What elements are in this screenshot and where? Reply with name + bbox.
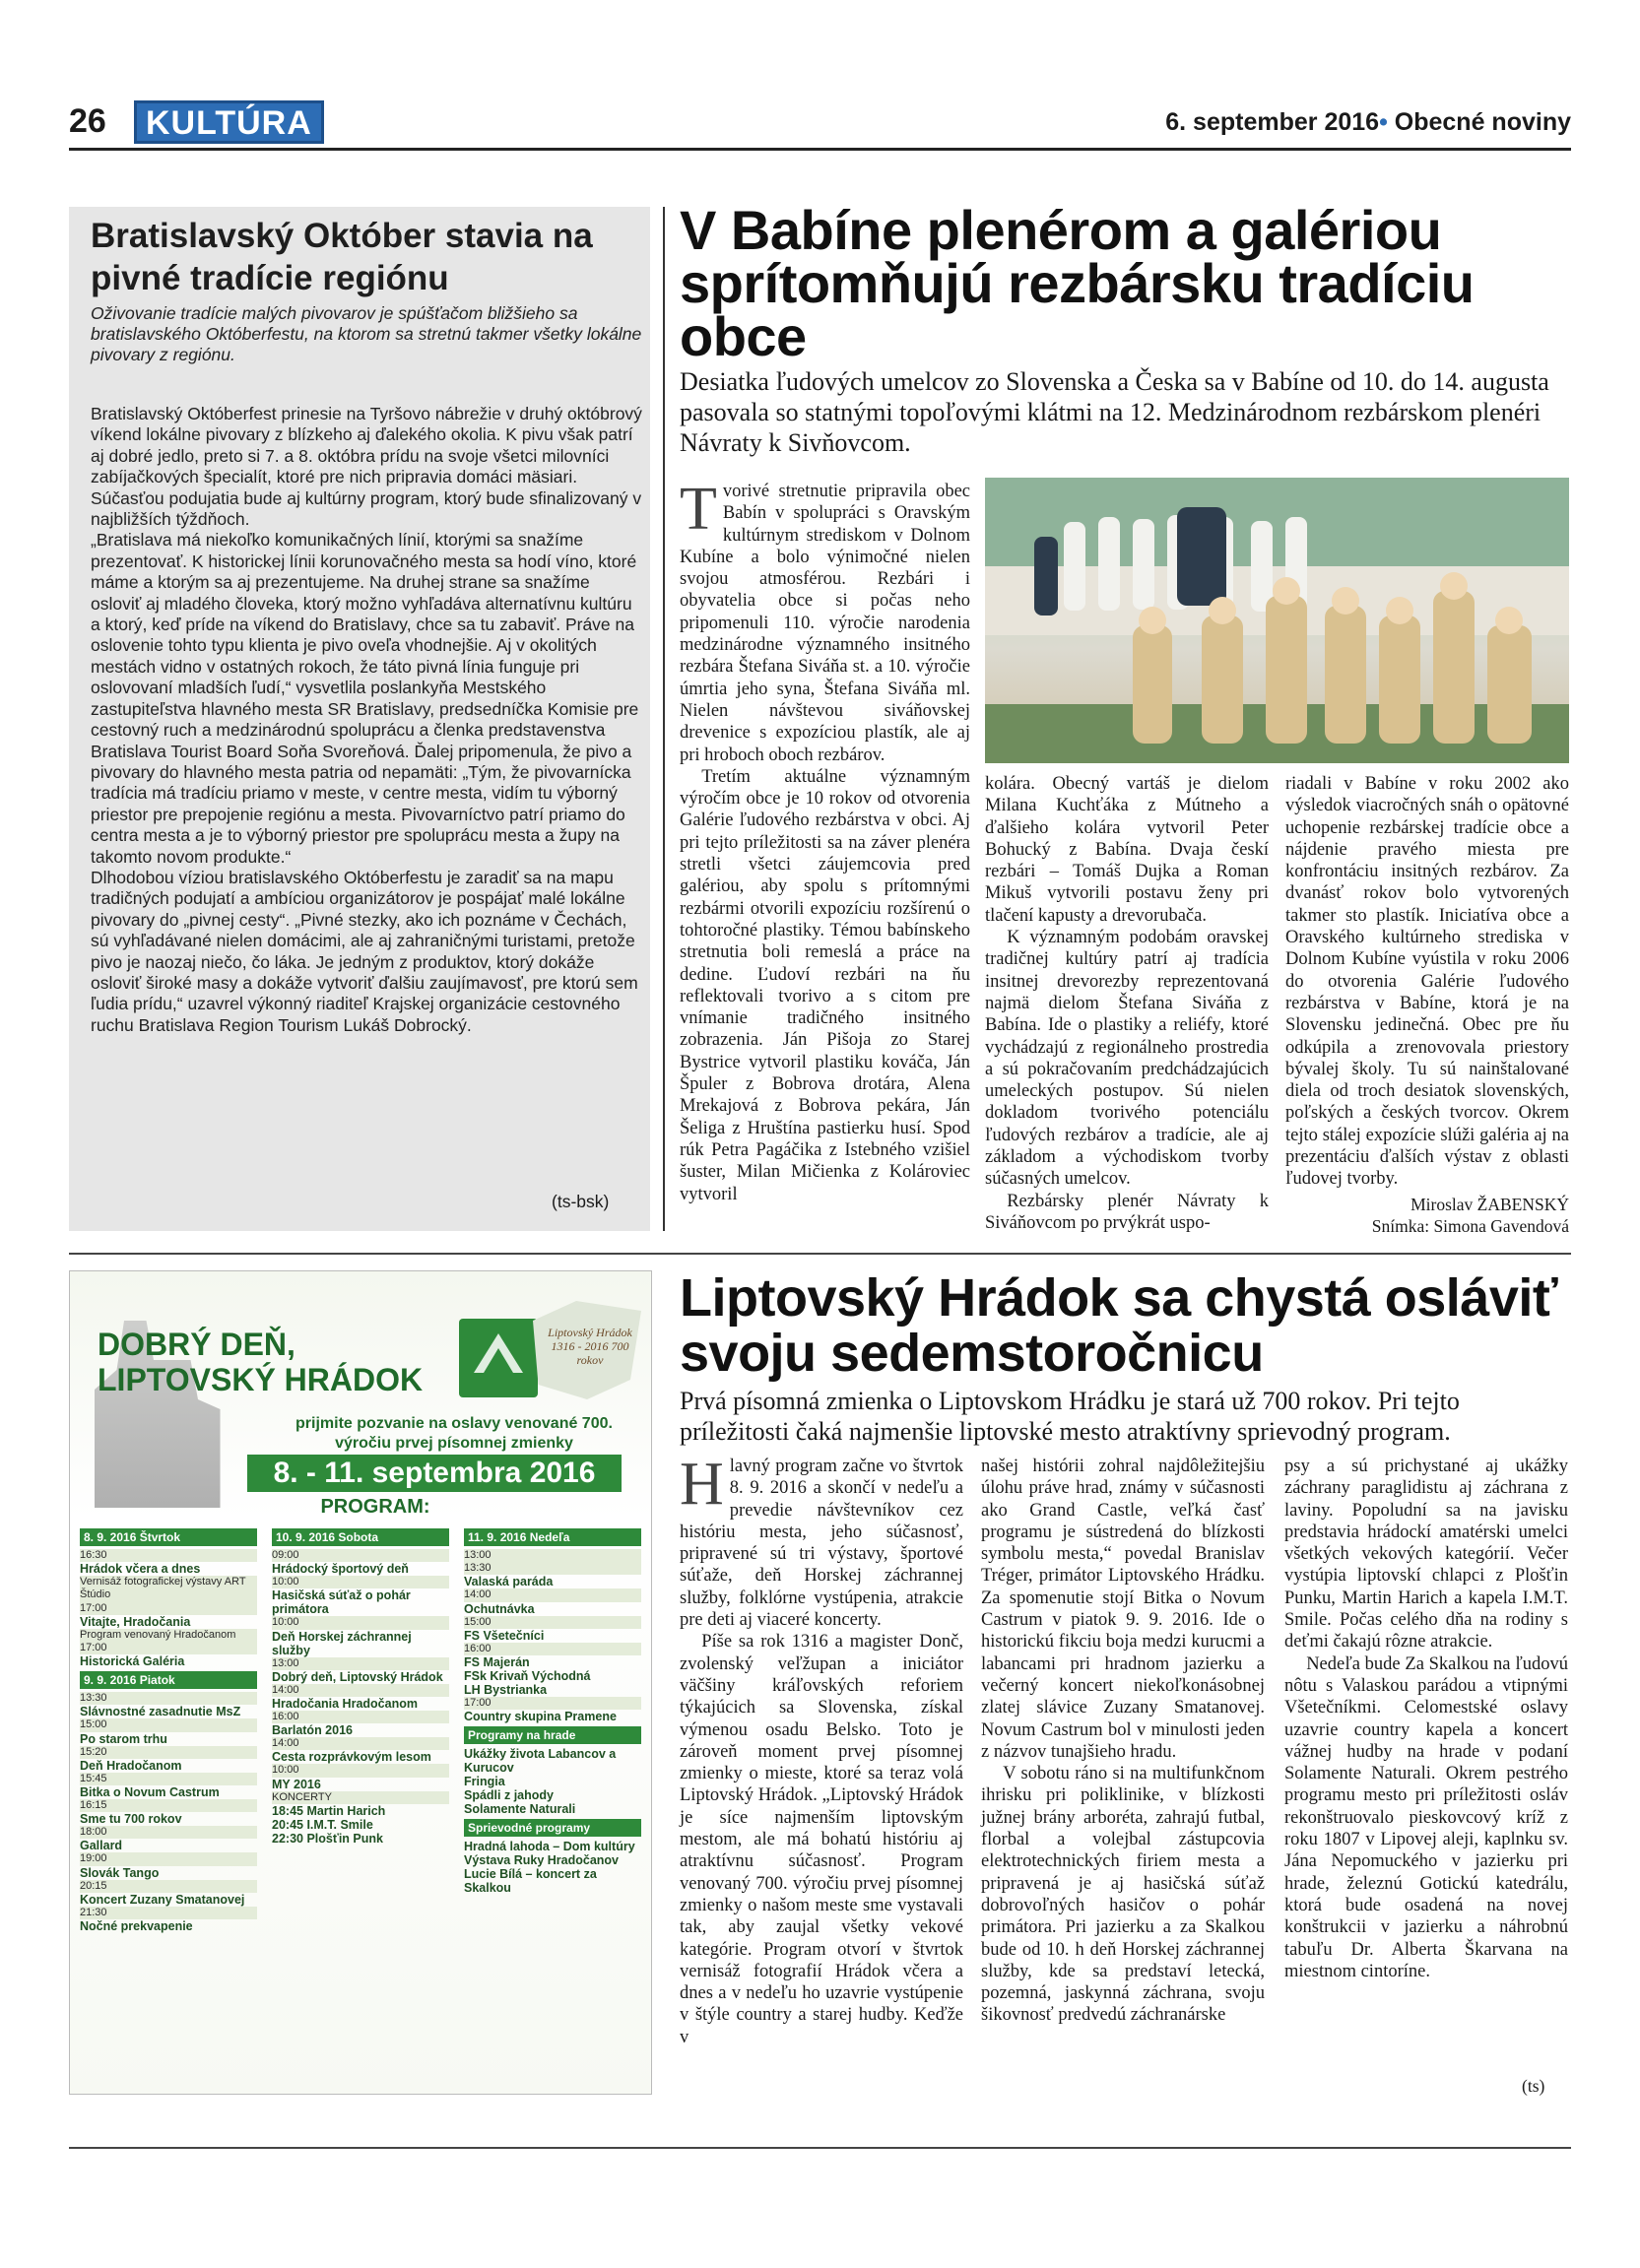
hradok-column-3	[1284, 1456, 1568, 1982]
paragraph: Bratislavský Októberfest prinesie na Tyršovo nábrežie v druhý októbrový víkend lokálne pivovary z blízkeho aj ďalekého okolia. K pivu však patrí aj dobré jedlo, preto si 7. a 8. októbra prídu na svoje všetci milovníci zabíjačkových špecialít, ktoré pre nich pripravia domáci mäsiari. Súčasťou podujatia bude aj kultúrny program, ktorý bude sfinalizovaný v najbližších týždňoch.	[91, 404, 642, 530]
program-item: Slávnostné zasadnutie MsZ	[80, 1705, 241, 1719]
program-item: Valaská paráda	[464, 1575, 554, 1589]
program-item: FS Majerán	[464, 1655, 530, 1670]
event-poster	[69, 1270, 652, 2095]
program-item: 13:30	[464, 1562, 641, 1575]
paragraph-text: vorivé stretnutie pripravila obec Babín v spolupráci s Oravským kultúrnym strediskom v Dolnom Kubíne a bolo výnimočné nielen svojou atmosférou. Rezbári i obyvatelia obce si počas neho pripomenuli 110. výročie narodenia medzinárodne významného insitného rezbára Štefana Siváňa st. a 10. výročie úmrtia jeho syna, Štefana Siváňa ml. Nielen návštevou siváňovskej drevenice s expozíciou plastík, ale aj pri hroboch oboch rezbárov.	[680, 482, 970, 765]
program-day-header: Programy na hrade	[464, 1726, 641, 1744]
program-item: 15:45	[80, 1773, 257, 1785]
babin-column-3	[1285, 773, 1569, 1191]
section-label: KULTÚRA	[136, 102, 322, 142]
program-item: Nočné prekvapenie	[80, 1919, 193, 1934]
program-item: Fringia	[464, 1775, 505, 1789]
map-caption: Liptovský Hrádok 1316 - 2016 700 rokov	[548, 1326, 632, 1367]
program-item: Ochutnávka	[464, 1601, 535, 1616]
program-item: 20:45 I.M.T. Smile	[272, 1817, 373, 1832]
crest-icon	[459, 1319, 538, 1397]
program-item: Koncert Zuzany Smatanovej	[80, 1892, 245, 1907]
hradok-signature: (ts)	[1522, 2076, 1545, 2096]
poster-program-label: PROGRAM:	[320, 1496, 430, 1518]
issue-date: 6. september 2016	[1165, 108, 1380, 136]
program-item: 20:15	[80, 1880, 257, 1893]
hradok-article-title: Liptovský Hrádok sa chystá osláviť svoju sedemstoročnicu	[680, 1268, 1558, 1383]
program-item: 15:20	[80, 1746, 257, 1759]
program-item: Vernisáž fotografickej výstavy ART Štúdio	[80, 1576, 257, 1601]
poster-program-column-3	[464, 1525, 641, 1895]
footer-rule	[69, 2147, 1571, 2149]
program-item: Program venovaný Hradočanom	[80, 1629, 257, 1642]
paragraph	[680, 476, 970, 766]
babin-column-2	[985, 773, 1269, 1234]
program-item: 16:00	[464, 1643, 641, 1655]
poster-title-line: LIPTOVSKÝ HRÁDOK	[98, 1362, 424, 1397]
paragraph: našej histórii zohral najdôležitejšiu úlohu práve hrad, známy v súčasnosti ako Grand Castle, veľká časť programu je sústredená do blízkosti symbolu mesta,“ povedal Branislav Tréger, primátor Liptovského Hrádku. Za spomenutie stojí Bitka o Novum Castrum v piatok 9. 9. 2016. Ide o historickú fikciu boja medzi kurucmi a labancami pri hradnom jazierku a večerný koncert niekoľkonásobnej zlatej slávice Zuzany Smatanovej. Novum Castrum bol v minulosti jeden z názvov tunajšieho hradu.	[981, 1457, 1265, 1762]
program-item: 22:30 Plošťin Punk	[272, 1831, 383, 1846]
program-item: 13:30	[80, 1692, 257, 1705]
page-number: 26	[69, 102, 106, 140]
town-crest-icon	[459, 1319, 538, 1397]
program-item: 10:00	[272, 1576, 449, 1588]
dropcap: H	[680, 1451, 724, 1518]
column-divider	[663, 207, 665, 1231]
program-item: FS Všetečníci	[464, 1628, 545, 1643]
dateline	[1165, 108, 1571, 137]
poster-program-column-1	[80, 1525, 257, 1933]
program-item: 13:00	[272, 1657, 449, 1670]
program-day-header: 8. 9. 2016 Štvrtok	[80, 1528, 257, 1546]
paragraph: Dlhodobou víziou bratislavského Októberfestu je zaradiť sa na mapu tradičných podujatí a ambíciou organizátorov je pospájať malé lokálne pivovary do „pivnej cesty“. „Pivné stezky, ako ich poznáme v Čechách, sú vyhľadávané nielen domácimi, ale aj zahraničnými turistami, pretože pivo je naozaj niečo, čo láka. Je jedným z produktov, ktorý dokáže osloviť široké masy a dokáže vytvoriť ďalšiu zaujímavosť, pre ktorú sem ľudia prídu,“ uzavrel výkonný riaditeľ Krajskej organizácie cestovného ruchu Bratislava Region Tourism Lukáš Dobrocký.	[91, 867, 638, 1035]
photo-illustration	[985, 478, 1569, 763]
woodcarvers-photo	[985, 478, 1569, 763]
author: Miroslav ŽABENSKÝ	[1410, 1195, 1569, 1214]
program-item: Barlatón 2016	[272, 1723, 353, 1738]
section-divider	[69, 1253, 1571, 1255]
box-article-title: Bratislavský Október stavia na pivné tradície regiónu	[91, 217, 593, 297]
program-item: 10:00	[272, 1764, 449, 1777]
paragraph: psy a sú prichystané aj ukážky záchrany paraglidistu aj záchrana z laviny. Popoludní sa na javisku predstavia hrádockí amatérski umelci všetkých vekových kategórií. Večer vystúpia liptovskí chlapci z Plošťin Punku, Martin Harich a kapela I.M.T. Smile. Počas celého dňa na rodiny s deťmi čakajú rôzne atrakcie.	[1284, 1457, 1568, 1652]
program-item: 16:30	[80, 1549, 257, 1562]
paragraph: Tretím aktuálne významným výročím obce je 10 rokov od otvorenia Galérie ľudového rezbárstva v obci. Aj pri tejto príležitosti sa na záver plenéra stretli všetci záujemcovia pred galériou, aby spolu s prítomnými rezbármi otvorili expozíciu rozšírenú o tohtoročné plastiky. Témou babínskeho stretnutia boli remeslá a práce na dedine. Ľudoví rezbári na ňu reflektovali tvorivo a s citom pre vnímanie tradičného insitného zobrazenia. Ján Pišoja zo Starej Bystrice vytvoril plastiku kováča, Ján Špuler z Bobrova drotára, Alena Mrekajová z Bobrova pekára, Ján Šeliga z Hruštína pastierku husí. Spod rúk Petra Pagáčika z Istebného vzišiel šuster, Milan Mičienka z Kolároviec vytvoril	[680, 766, 970, 1204]
program-item: Ukážky života Labancov a Kurucov	[464, 1747, 617, 1776]
program-item: 15:00	[80, 1718, 257, 1731]
poster-title-line: DOBRÝ DEŇ,	[98, 1327, 295, 1362]
paragraph: Rezbársky plenér Návraty k Siváňovcom po prvýkrát uspo-	[985, 1191, 1269, 1233]
program-item: Spádli z jahody	[464, 1788, 554, 1803]
box-article-signature: (ts-bsk)	[552, 1192, 610, 1211]
paragraph: riadali v Babíne v roku 2002 ako výsledok viacročných snáh o opätovné uchopenie rezbárskej tradície obce a nájdenie pravého miesta pre konfrontáciu insitných rezbárov. Za dvanásť rokov bolo vytvorených takmer sto plastík. Iniciatíva obce a Oravského kultúrneho strediska v Dolnom Kubíne vyústila v roku 2006 do otvorenia Galérie ľudového rezbárstva v Babíne, ktorá je na Slovensku jedinečná. Obec pre ňu odkúpila a zrenovovala priestory bývalej školy. Tu sú nainštalované diela od troch desiatok slovenských, poľských a českých tvorcov. Okrem tejto stálej expozície slúži galéria aj na prezentáciu ďalších výstav z oblasti ľudovej tvorby.	[1285, 774, 1569, 1190]
program-item: 18:00	[80, 1826, 257, 1839]
paragraph: Píše sa rok 1316 a magister Donč, zvolenský veľžupan a iniciátor väčšiny kráľovských reforiem týkajúcich sa Slovenska, získal výmenou osadu Belsko. Toto je zároveň moment prvej písomnej zmienky o mieste, ktoré sa teraz volá Liptovský Hrádok. „Liptovský Hrádok je síce najmenším liptovským mestom, ale má bohatú históriu aj atraktívnu súčasnosť. Program venovaný 700. výročiu prvej písomnej zmienky o našom meste sme vystavali tak, aby zaujal všetky vekové kategórie. Program otvorí v štvrtok vernisáž fotografií Hrádok včera a dnes a v nedeľu ho uzavrie vystúpenie v štýle country a starej hudby. Keďže v	[680, 1632, 963, 2047]
program-item: Country skupina Pramene	[464, 1710, 617, 1724]
program-item: 17:00	[80, 1642, 257, 1654]
program-item: Cesta rozprávkovým lesom	[272, 1750, 431, 1765]
program-item: 14:00	[272, 1737, 449, 1750]
program-item: Deň Horskej záchrannej služby	[272, 1629, 412, 1657]
program-item: 21:30	[80, 1907, 257, 1919]
paragraph: K významným podobám oravskej tradičnej kultúry patrí aj tradícia insitnej drevorezby reprezentovaná najmä dielom Štefana Siváňa z Babína. Ide o plastiky a reliéfy, ktoré vychádzajú z regionálneho prostredia a sú pokračovaním predchádzajúcich umeleckých postupov. Sú nielen dokladom tvorivého potenciálu ľudových rezbárov a tradície, ale aj základom a východiskom tvorby súčasných umelcov.	[985, 928, 1269, 1190]
dropcap: T	[680, 476, 717, 543]
program-day-header: 9. 9. 2016 Piatok	[80, 1671, 257, 1689]
paragraph: Nedeľa bude Za Skalkou na ľudovú nôtu s Valaskou parádou a vtipnými Všetečníkmi. Celomestské oslavy uzavrie country kapela a koncert vážnej hudby na hrade v podaní Solamente Naturali. Okrem pestrého programu mesto pri príležitosti osláv rekonštruovalo pieskovcový kríž z roku 1807 v Lipovej aleji, kaplnku sv. Jána Nepomuckého v jazierku pri hrade, železnú Gotickú katedrálu, ktorá bude osadená na novej konštrukcii v jazierku a náhrobnú tabuľu Dr. Alberta Škarvana na miestnom cintoríne.	[1284, 1653, 1568, 1981]
babin-article-lead: Desiatka ľudových umelcov zo Slovenska a Česka sa v Babíne od 10. do 14. augusta pasovala so statnými topoľovými klátmi na 12. Medzinárodnom rezbárskom plenéri Návraty k Sivňovcom.	[680, 367, 1549, 457]
program-item: Sme tu 700 rokov	[80, 1812, 182, 1827]
program-item: 14:00	[464, 1588, 641, 1601]
hradok-column-1	[680, 1451, 963, 2048]
box-article-lead: Oživovanie tradície malých pivovarov je spúšťačom bližšieho sa bratislavského Októberfestu, na ktorom sa stretnú takmer všetky lokálne pivovary z regiónu.	[91, 303, 642, 364]
program-item: Hrádok včera a dnes	[80, 1562, 201, 1577]
program-item: 14:00	[272, 1684, 449, 1697]
program-item: FSk Krivaň Východná	[464, 1669, 591, 1684]
program-item: 18:45 Martin Harich	[272, 1803, 386, 1818]
paragraph	[680, 1451, 963, 1631]
program-item: Dobrý deň, Liptovský Hrádok	[272, 1669, 443, 1684]
program-item: Hradočania Hradočanom	[272, 1697, 418, 1712]
poster-title	[98, 1327, 492, 1397]
program-item: LH Bystrianka	[464, 1683, 548, 1698]
program-item: 19:00	[80, 1852, 257, 1865]
header-rule	[69, 148, 1571, 151]
poster-invitation: prijmite pozvanie na oslavy venované 700. výročiu prvej písomnej zmienky	[295, 1415, 613, 1452]
program-item: Vitajte, Hradočania	[80, 1614, 191, 1629]
program-item: 13:00	[464, 1549, 641, 1562]
paragraph: V sobotu ráno si na multifunkčnom ihrisku pri poliklinike, v blízkosti južnej brány arboréta, zahrajú futbal, florbal a volejbal zástupcovia elektrotechnických firiem mesta a pripravená je aj hasičská súťaž dobrovoľných hasičov o pohár primátora. Pri jazierku a za Skalkou bude od 10. h deň Horskej záchrannej služby, kde sa predstaví letecká, pozemná, jaskynná záchrana, svoju šikovnosť predvedú záchranárske	[981, 1764, 1265, 2026]
photo-credit: Snímka: Simona Gavendová	[1371, 1216, 1569, 1236]
hradok-article-lead: Prvá písomná zmienka o Liptovskom Hrádku je stará už 700 rokov. Pri tejto príležitosti čaká najmenšie liptovské mesto atraktívny sprievodný program.	[680, 1387, 1460, 1446]
poster-program-column-2	[272, 1525, 449, 1846]
bullet-separator: •	[1379, 108, 1388, 136]
newspaper-name: Obecné noviny	[1394, 108, 1571, 136]
babin-column-1	[680, 476, 970, 1205]
paragraph: kolára. Obecný vartáš je dielom Milana Kuchťáka z Mútneho a ďalšieho kolára vytvoril Peter Bohucký z Babína. Dvaja českí rezbári – Tomáš Dujka a Roman Mikuš vytvorili postavu ženy pri tlačení kapusty a drevorubača.	[985, 774, 1269, 926]
program-item: Výstava Ruky Hradočanov	[464, 1853, 620, 1868]
babin-signature	[1372, 1194, 1569, 1237]
program-item: Solamente Naturali	[464, 1802, 576, 1817]
program-item: 10:00	[272, 1616, 449, 1629]
program-item: 17:00	[464, 1697, 641, 1710]
program-item: MY 2016	[272, 1777, 321, 1791]
program-item: Bitka o Novum Castrum	[80, 1785, 220, 1800]
program-item: Gallard	[80, 1839, 123, 1853]
program-item: Po starom trhu	[80, 1731, 167, 1746]
program-item: Slovák Tango	[80, 1865, 160, 1880]
program-item: Historická Galéria	[80, 1654, 185, 1669]
paragraph-text: lavný program začne vo štvrtok 8. 9. 2016 a skončí v nedeľu a prevedie návštevníkov cez históriu mesta, jeho súčasnosť, pripravené sú tri výstavy, športové súťaže, deň Horskej záchrannej služby, folklórne vystúpenia, atrakcie pre deti aj viaceré koncerty.	[680, 1457, 963, 1631]
program-day-header: 10. 9. 2016 Sobota	[272, 1528, 449, 1546]
box-article-body	[91, 404, 642, 1036]
babin-article-title: V Babíne plenérom a galériou sprítomňujú rezbársku tradíciu obce	[680, 199, 1475, 367]
program-item: KONCERTY	[272, 1791, 449, 1804]
program-item: 09:00	[272, 1549, 449, 1562]
program-item: 15:00	[464, 1616, 641, 1629]
program-day-header: 11. 9. 2016 Nedeľa	[464, 1528, 641, 1546]
program-item: Hradná lahoda – Dom kultúry	[464, 1840, 635, 1854]
poster-dates: 8. - 11. septembra 2016	[247, 1455, 622, 1492]
program-item: Lucie Bílá – koncert za Skalkou	[464, 1867, 597, 1896]
program-item: Hasičská súťaž o pohár primátora	[272, 1588, 411, 1617]
program-item: Hrádocký športový deň	[272, 1562, 409, 1577]
program-item: 17:00	[80, 1602, 257, 1615]
paragraph: „Bratislava má niekoľko komunikačných línií, ktorými sa snažíme prezentovať. K historickej línii korunovačného mesta sa hodí víno, ktoré máme a ktorým sa aj prezentujeme. Na druhej strane sa snažíme osloviť aj mladého človeka, ktorý možno vyhľadáva alternatívnu kultúru a ktorý, keď príde na víkend do Bratislavy, chce sa tu zabaviť. Práve na oslovenie tohto typu klienta je pivo oveľa vhodnejšie. Aj v okolitých mestách vidno v ostatných rokoch, že táto pivná línia funguje pri oslovovaní mladších ľudí,“ vysvetlila poslankyňa Mestského zastupiteľstva hlavného mesta SR Bratislavy, predsedníčka Komisie pre cestovný ruch a medzinárodnú spoluprácu a členka predstavenstva Bratislava Tourist Board Soňa Svoreňová. Ďalej pripomenula, že pivo a pivovary do hlavného mesta patria od nepamäti: „Tým, že pivovarnícka tradícia má tradíciu priamo v meste, v centre mesta, vidím tu výborný priestor pre prepojenie regiónu a mesta. Pivovarníctvo patrí priamo do centra mesta a je to výborný priestor pre spoluprácu mesta a župy na takomto novom produkte.“	[91, 530, 639, 867]
program-item: Deň Hradočanom	[80, 1758, 182, 1773]
program-day-header: Sprievodné programy	[464, 1819, 641, 1837]
program-item: 16:00	[272, 1711, 449, 1723]
hradok-column-2	[981, 1456, 1265, 2027]
program-item: 16:15	[80, 1799, 257, 1812]
